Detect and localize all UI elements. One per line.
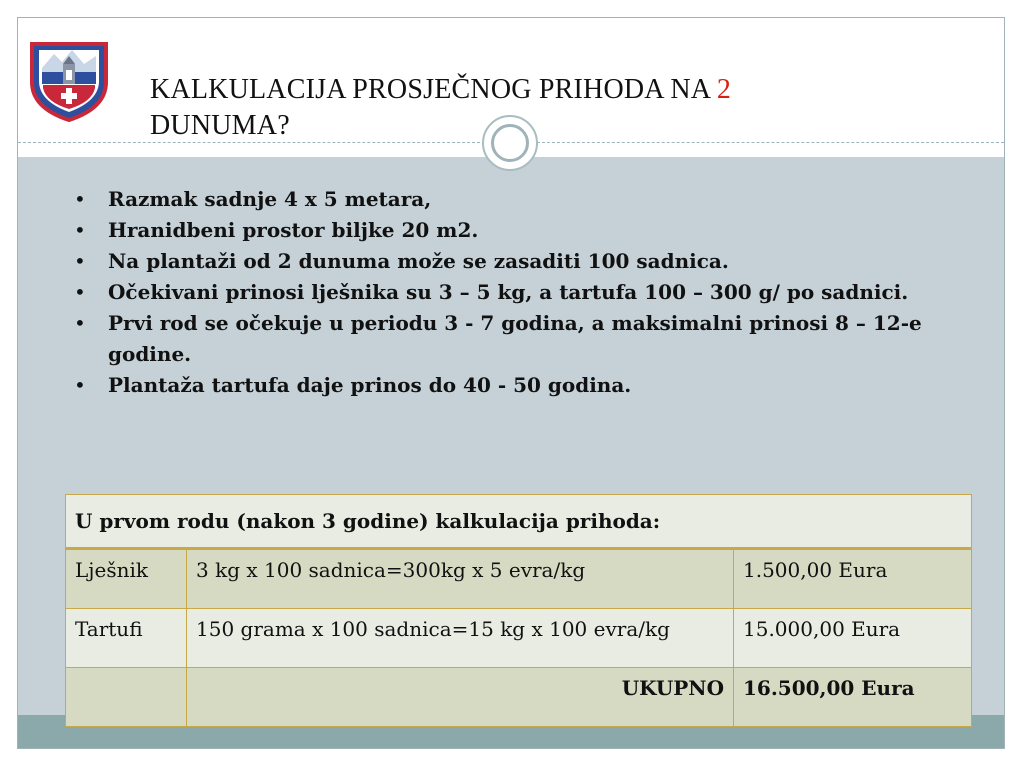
bullet-item — [70, 370, 980, 401]
bullet-item — [70, 246, 980, 277]
table-cell-amount: 1.500,00 Eura — [734, 549, 972, 609]
bullet-item — [70, 277, 980, 308]
title-accent-number: 2 — [716, 74, 732, 105]
slide-title — [150, 72, 980, 144]
table-row — [66, 609, 972, 668]
title-text: KALKULACIJA PROSJEČNOG PRIHODA NA — [150, 74, 717, 105]
table-row — [66, 549, 972, 609]
table-cell-name: Tartufi — [66, 609, 187, 668]
bullet-list — [70, 184, 980, 401]
bullet-marker: • — [74, 311, 86, 335]
table-total-amount: 16.500,00 Eura — [734, 668, 972, 727]
table-heading: U prvom rodu (nakon 3 godine) kalkulacija prihoda: — [66, 495, 972, 549]
table-cell-amount: 15.000,00 Eura — [734, 609, 972, 668]
bullet-text: Na plantaži od 2 dunuma može se zasaditi 100 sadnica. — [108, 249, 729, 273]
bullet-marker: • — [74, 187, 86, 211]
bullet-item — [70, 215, 980, 246]
table-total-label: UKUPNO — [187, 668, 734, 727]
bullet-item — [70, 184, 980, 215]
table-cell-empty — [66, 668, 187, 727]
bullet-marker: • — [74, 280, 86, 304]
bullet-text: Hranidbeni prostor biljke 20 m2. — [108, 218, 479, 242]
bullet-item — [70, 308, 980, 370]
income-calculation-table — [65, 494, 972, 727]
table-cell-calc: 3 kg x 100 sadnica=300kg x 5 evra/kg — [187, 549, 734, 609]
bullet-text: Prvi rod se očekuje u periodu 3 - 7 godina, a maksimalni prinosi 8 – 12-e godine. — [108, 311, 922, 366]
bullet-marker: • — [74, 373, 86, 397]
bullet-marker: • — [74, 249, 86, 273]
municipality-crest-icon — [26, 38, 112, 122]
table-header-row — [66, 495, 972, 549]
table-total-row — [66, 668, 972, 727]
bullet-marker: • — [74, 218, 86, 242]
title-text-line2: DUNUMA? — [150, 110, 290, 141]
table-cell-calc: 150 grama x 100 sadnica=15 kg x 100 evra/kg — [187, 609, 734, 668]
table-cell-name: Lješnik — [66, 549, 187, 609]
bullet-text: Plantaža tartufa daje prinos do 40 - 50 godina. — [108, 373, 632, 397]
bullet-text: Očekivani prinosi lješnika su 3 – 5 kg, a tartufa 100 – 300 g/ po sadnici. — [108, 280, 909, 304]
bullet-text: Razmak sadnje 4 x 5 metara, — [108, 187, 432, 211]
